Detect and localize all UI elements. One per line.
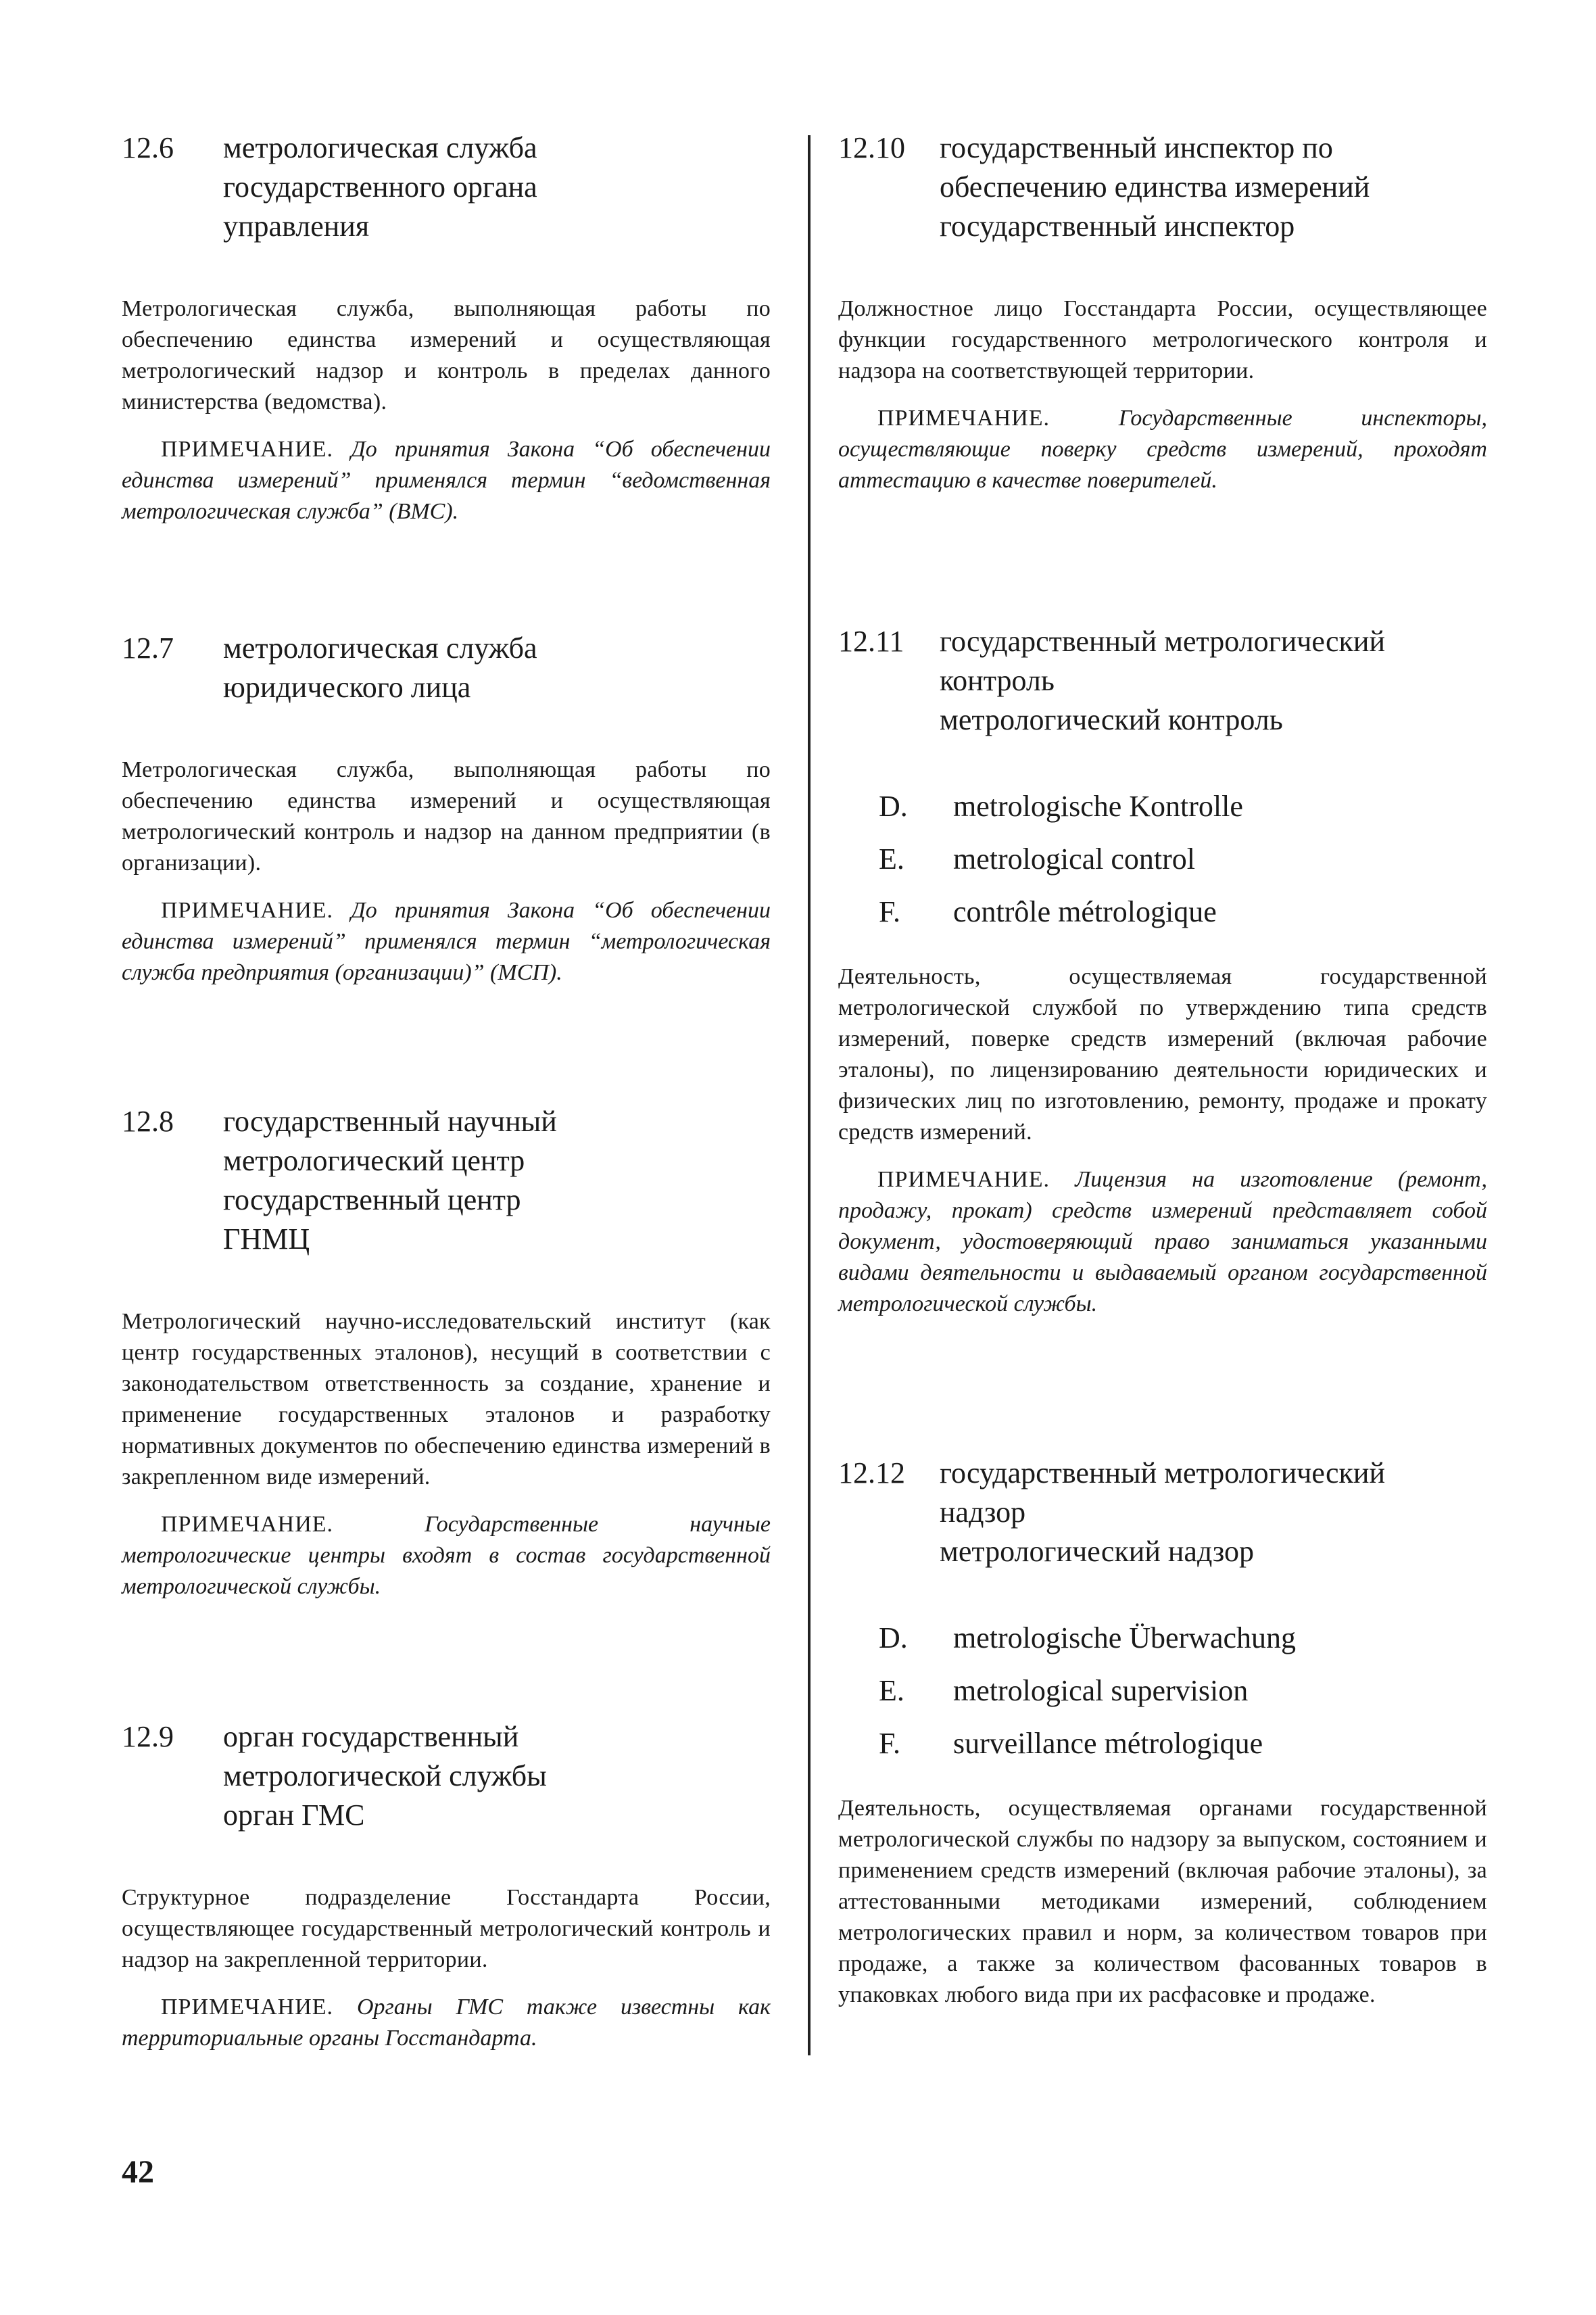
language-code: F. <box>879 895 900 928</box>
term-line: метрологический центр <box>223 1144 525 1177</box>
entry-heading <box>838 622 1487 740</box>
entry-heading <box>838 128 1487 246</box>
entry-12-8 <box>122 1102 771 1602</box>
entry-terms <box>223 1717 771 1835</box>
term-line: метрологической службы <box>223 1759 547 1792</box>
entry-12-7 <box>122 629 771 988</box>
term-line: контроль <box>940 664 1055 697</box>
term-line: метрологический контроль <box>940 703 1283 736</box>
entry-terms <box>940 1454 1487 1571</box>
entry-terms <box>223 1102 771 1259</box>
definition-text: Структурное подразделение Госстандарта России, осуществляющее государственный метрологический контроль и надзор на закрепленной территории. <box>122 1885 771 1972</box>
language-code: D. <box>879 790 908 823</box>
translation-de <box>879 1612 1487 1665</box>
note-label: ПРИМЕЧАНИЕ. <box>161 437 334 462</box>
term-line: государственный центр <box>223 1183 521 1216</box>
definition-text: Метрологическая служба, выполняющая работы по обеспечению единства измерений и осуществляющая метрологический контроль и надзор на данном предприятии (в организации). <box>122 757 771 876</box>
note-text: До принятия Закона “Об обеспечении единства измерений” применялся термин “ведомственная метрологическая служба” (ВМС). <box>122 437 771 524</box>
term-line: государственный метрологический <box>940 1456 1386 1489</box>
entry-12-12 <box>838 1454 1487 2011</box>
note <box>122 1992 771 2054</box>
entry-number: 12.9 <box>122 1720 174 1753</box>
translation-text: metrological control <box>953 842 1195 876</box>
entry-heading <box>122 128 771 246</box>
note-label: ПРИМЕЧАНИЕ. <box>877 1167 1050 1192</box>
entry-12-9 <box>122 1717 771 2054</box>
translation-fr <box>879 1717 1487 1770</box>
note <box>838 403 1487 496</box>
column-divider <box>808 135 811 2055</box>
translations <box>879 780 1487 938</box>
definition-text: Метрологический научно-исследовательский институт (как центр государственных эталонов), несущий в соответствии с законодательством ответственность за создание, хранение и применение государственных эталонов и разработку нормативных документов по обеспечению единства измерений в закрепленном виде измерений. <box>122 1309 771 1489</box>
entry-number: 12.12 <box>838 1456 905 1489</box>
definition-text: Деятельность, осуществляемая государственной метрологической службой по утверждению типа средств измерений, поверке средств измерений (включая рабочие эталоны), по лицензированию деятельности юридических и физических лиц по изготовлению, ремонту, продаже и прокату средств измерений. <box>838 964 1487 1145</box>
entry-12-10 <box>838 128 1487 496</box>
term-line: государственный научный <box>223 1105 557 1138</box>
note <box>122 1509 771 1602</box>
definition-text: Должностное лицо Госстандарта России, осуществляющее функции государственного метрологического контроля и надзора на соответствующей территории. <box>838 296 1487 383</box>
entry-heading <box>122 1102 771 1259</box>
definition-text: Метрологическая служба, выполняющая работы по обеспечению единства измерений и осуществляющая метрологический надзор и контроль в пределах данного министерства (ведомства). <box>122 296 771 414</box>
translation-en <box>879 833 1487 886</box>
entry-terms <box>223 128 771 246</box>
note-label: ПРИМЕЧАНИЕ. <box>161 1512 334 1537</box>
note-text: Государственные научные метрологические центры входят в состав государственной метрологической службы. <box>122 1512 771 1599</box>
note <box>838 1164 1487 1320</box>
translation-text: metrologische Überwachung <box>953 1621 1297 1654</box>
term-line: ГНМЦ <box>223 1222 310 1256</box>
entry-terms <box>940 622 1487 740</box>
term-line: орган ГМС <box>223 1798 365 1832</box>
translation-text: metrological supervision <box>953 1674 1249 1707</box>
language-code: E. <box>879 1674 904 1707</box>
term-line: юридического лица <box>223 671 471 704</box>
entry-number: 12.6 <box>122 131 174 164</box>
language-code: D. <box>879 1621 908 1654</box>
entry-number: 12.11 <box>838 625 904 658</box>
term-line: государственного органа <box>223 170 537 204</box>
language-code: E. <box>879 842 904 876</box>
entry-12-6 <box>122 128 771 527</box>
entry-terms <box>940 128 1487 246</box>
note-text: Органы ГМС также известны как территориальные органы Госстандарта. <box>122 1995 771 2051</box>
term-line: государственный инспектор по <box>940 131 1333 164</box>
term-line: метрологическая служба <box>223 631 537 665</box>
translation-en <box>879 1665 1487 1717</box>
entry-12-11 <box>838 622 1487 1320</box>
entry-heading <box>122 1717 771 1835</box>
entry-number: 12.10 <box>838 131 905 164</box>
page-number: 42 <box>122 2154 154 2190</box>
note-label: ПРИМЕЧАНИЕ. <box>161 1995 334 2020</box>
term-line: метрологическая служба <box>223 131 537 164</box>
term-line: надзор <box>940 1496 1026 1529</box>
translation-text: metrologische Kontrolle <box>953 790 1243 823</box>
language-code: F. <box>879 1727 900 1760</box>
entry-heading <box>838 1454 1487 1571</box>
note <box>122 895 771 988</box>
definition-text: Деятельность, осуществляемая органами государственной метрологической службы по надзору за выпуском, состоянием и применением средств измерений (включая рабочие эталоны), за аттестованными методиками измерений, соблюдением метрологических правил и норм, за количеством товаров при продаже, а также за количеством фасованных товаров в упаковках любого вида при их расфасовке и продаже. <box>838 1796 1487 2007</box>
note-label: ПРИМЕЧАНИЕ. <box>161 898 334 923</box>
term-line: обеспечению единства измерений <box>940 170 1370 204</box>
translation-fr <box>879 886 1487 938</box>
entry-number: 12.7 <box>122 631 174 665</box>
translation-text: surveillance métrologique <box>953 1727 1263 1760</box>
entry-heading <box>122 629 771 707</box>
entry-number: 12.8 <box>122 1105 174 1138</box>
term-line: орган государственный <box>223 1720 519 1753</box>
note-text: Государственные инспекторы, осуществляющие поверку средств измерений, проходят аттестацию в качестве поверителей. <box>838 406 1488 493</box>
note-text: Лицензия на изготовление (ремонт, продажу, прокат) средств измерений представляет собой документ, удостоверяющий право заниматься указанными видами деятельности и выдаваемый органом государственной метрологической службы. <box>838 1167 1487 1316</box>
translations <box>879 1612 1487 1770</box>
term-line: государственный метрологический <box>940 625 1386 658</box>
term-line: управления <box>223 210 370 243</box>
term-line: метрологический надзор <box>940 1535 1254 1568</box>
term-line: государственный инспектор <box>940 210 1295 243</box>
note-text: До принятия Закона “Об обеспечении единства измерений” применялся термин “метрологическая служба предприятия (организации)” (МСП). <box>122 898 771 985</box>
note <box>122 434 771 527</box>
note-label: ПРИМЕЧАНИЕ. <box>877 406 1050 431</box>
entry-terms <box>223 629 771 707</box>
translation-de <box>879 780 1487 833</box>
translation-text: contrôle métrologique <box>953 895 1217 928</box>
